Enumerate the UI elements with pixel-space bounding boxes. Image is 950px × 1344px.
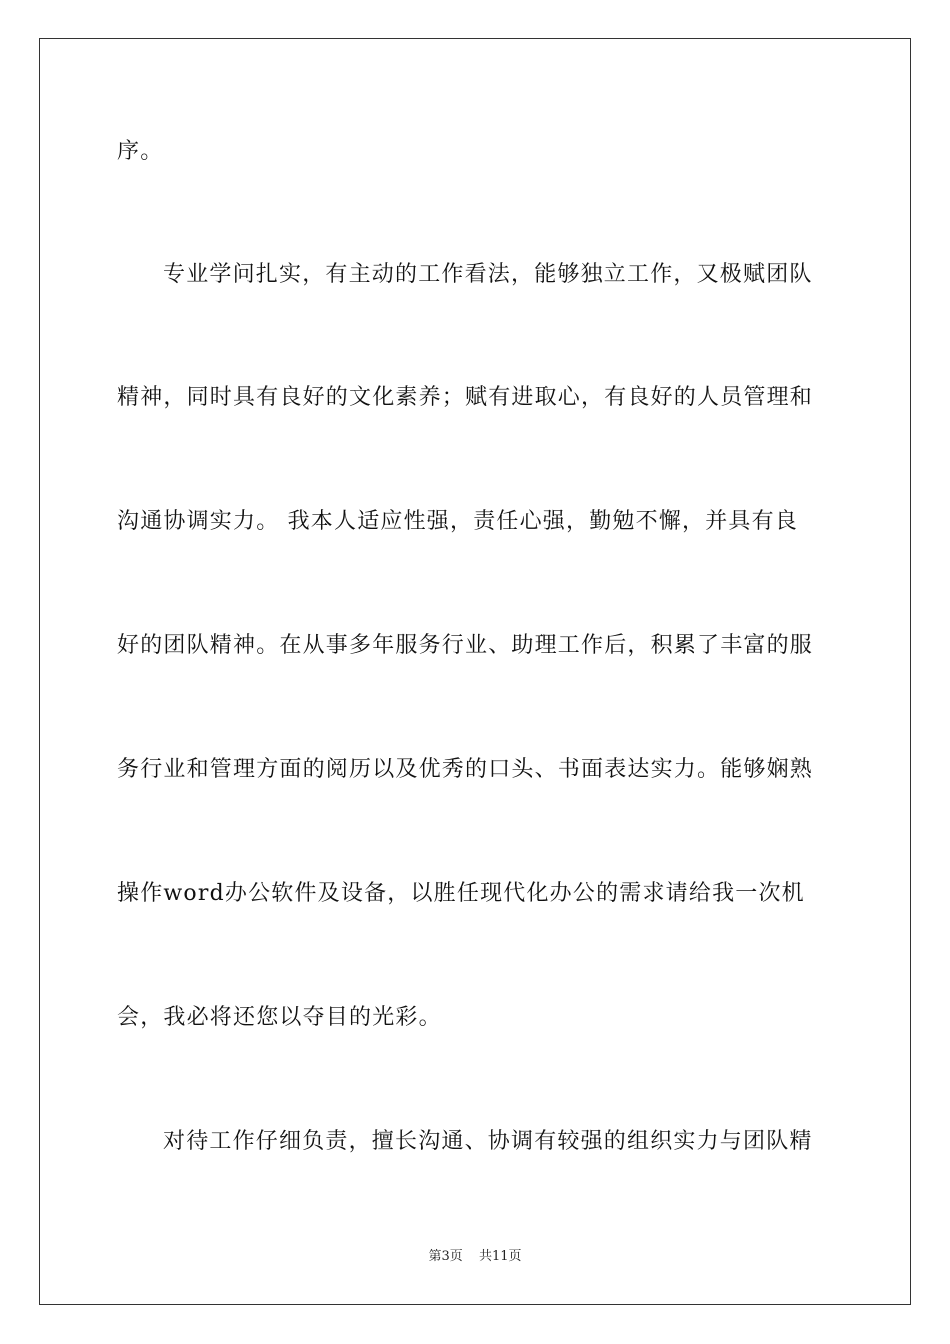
page-frame bbox=[39, 38, 911, 1305]
text-line-7: 操作word办公软件及设备，以胜任现代化办公的需求请给我一次机 bbox=[117, 881, 805, 906]
page-number: 第3页 bbox=[428, 1249, 463, 1264]
text-line-6: 务行业和管理方面的阅历以及优秀的口头、书面表达实力。能够娴熟 bbox=[117, 757, 814, 782]
text-line-2: 专业学问扎实，有主动的工作看法，能够独立工作，又极赋团队 bbox=[163, 262, 813, 287]
text-line-5: 好的团队精神。在从事多年服务行业、助理工作后，积累了丰富的服 bbox=[117, 633, 814, 658]
page-footer bbox=[0, 1245, 950, 1264]
text-line-8: 会，我必将还您以夺目的光彩。 bbox=[117, 1005, 442, 1030]
text-line-4: 沟通协调实力。 我本人适应性强，责任心强，勤勉不懈，并具有良 bbox=[117, 509, 798, 534]
page-total: 共11页 bbox=[478, 1249, 522, 1264]
text-line-9: 对待工作仔细负责，擅长沟通、协调有较强的组织实力与团队精 bbox=[163, 1129, 813, 1154]
text-line-3: 精神，同时具有良好的文化素养；赋有进取心，有良好的人员管理和 bbox=[117, 385, 814, 410]
text-line-1: 序。 bbox=[117, 139, 164, 164]
